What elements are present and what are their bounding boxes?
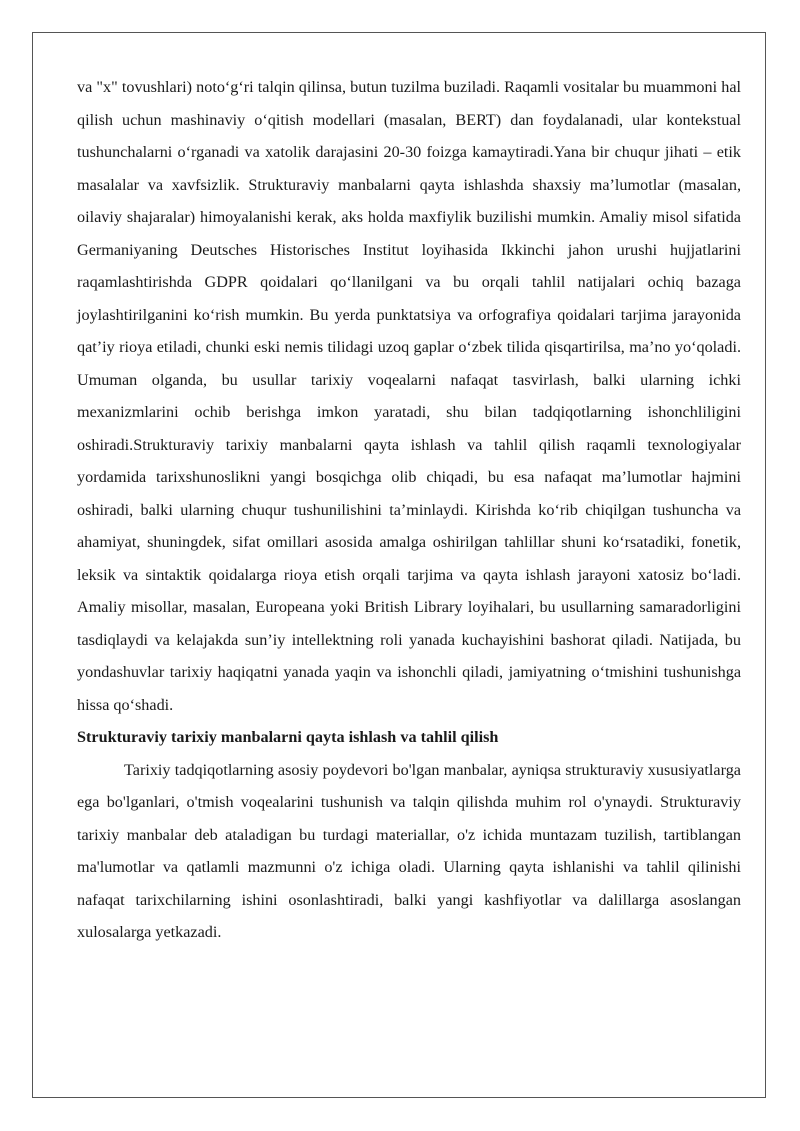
body-paragraph: va "x" tovushlari) noto‘g‘ri talqin qilinsa, butun tuzilma buziladi. Raqamli vositalar bu muammoni hal qilish uchun mashinaviy o‘qitish modellari (masalan, BERT) dan foydalanadi, ular kontekstual tushunchalarni o‘rganadi va xatolik darajasini 20-30 foizga kamaytiradi.Yana bir chuqur jihati – etik masalalar va xavfsizlik. Strukturaviy manbalarni qayta ishlashda shaxsiy ma’lumotlar (masalan, oilaviy shajaralar) himoyalanishi kerak, aks holda maxfiylik buzilishi mumkin. Amaliy misol sifatida Germaniyaning Deutsches Historisches Institut loyihasida Ikkinchi jahon urushi hujjatlarini raqamlashtirishda GDPR qoidalari qo‘llanilgani va bu orqali tahlil natijalari ochiq bazaga joylashtirilganini ko‘rish mumkin. Bu yerda punktatsiya va orfografiya qoidalari tarjima jarayonida qat’iy rioya etiladi, chunki eski nemis tilidagi uzoq gaplar o‘zbek tilida qisqartirilsa, ma’no yo‘qoladi. Umuman olganda, bu usullar tarixiy voqealarni nafaqat tasvirlash, balki ularning ichki mexanizmlarini ochib berishga imkon yaratadi, shu bilan tadqiqotlarning ishonchliligini oshiradi.Strukturaviy tarixiy manbalarni qayta ishlash va tahlil qilish raqamli texnologiyalar yordamida tarixshunoslikni yangi bosqichga olib chiqadi, bu esa nafaqat ma’lumotlar hajmini oshiradi, balki ularning chuqur tushunilishini ta’minlaydi. Kirishda ko‘rib chiqilgan tushuncha va ahamiyat, shuningdek, sifat omillari asosida amalga oshirilgan tahlillar shuni ko‘rsatadiki, fonetik, leksik va sintaktik qoidalarga rioya etish orqali tarjima va qayta ishlash jarayoni xatosiz bo‘ladi. Amaliy misollar, masalan, Europeana yoki British Library loyihalari, bu usullarning samaradorligini tasdiqlaydi va kelajakda sun’iy intellektning roli yanada kuchayishini bashorat qiladi. Natijada, bu yondashuvlar tarixiy haqiqatni yanada yaqin va ishonchli qiladi, jamiyatning o‘tmishini tushunishga hissa qo‘shadi. bbox=[77, 78, 741, 714]
body-paragraph: Tarixiy tadqiqotlarning asosiy poydevori bo'lgan manbalar, ayniqsa strukturaviy xususiyatlarga ega bo'lganlari, o'tmish voqealarini tushunish va talqin qilishda muhim rol o'ynaydi. Strukturaviy tarixiy manbalar deb ataladigan bu turdagi materiallar, o'z ichida muntazam tuzilish, tartiblangan ma'lumotlar va qatlamli mazmunni o'z ichiga oladi. Ularning qayta ishlanishi va tahlil qilinishi nafaqat tarixchilarning ishini osonlashtiradi, balki yangi kashfiyotlar va dalillarga asoslangan xulosalarga yetkazadi. bbox=[77, 760, 741, 941]
document-body bbox=[77, 71, 741, 949]
section-heading: Strukturaviy tarixiy manbalarni qayta ishlash va tahlil qilish bbox=[77, 728, 499, 746]
